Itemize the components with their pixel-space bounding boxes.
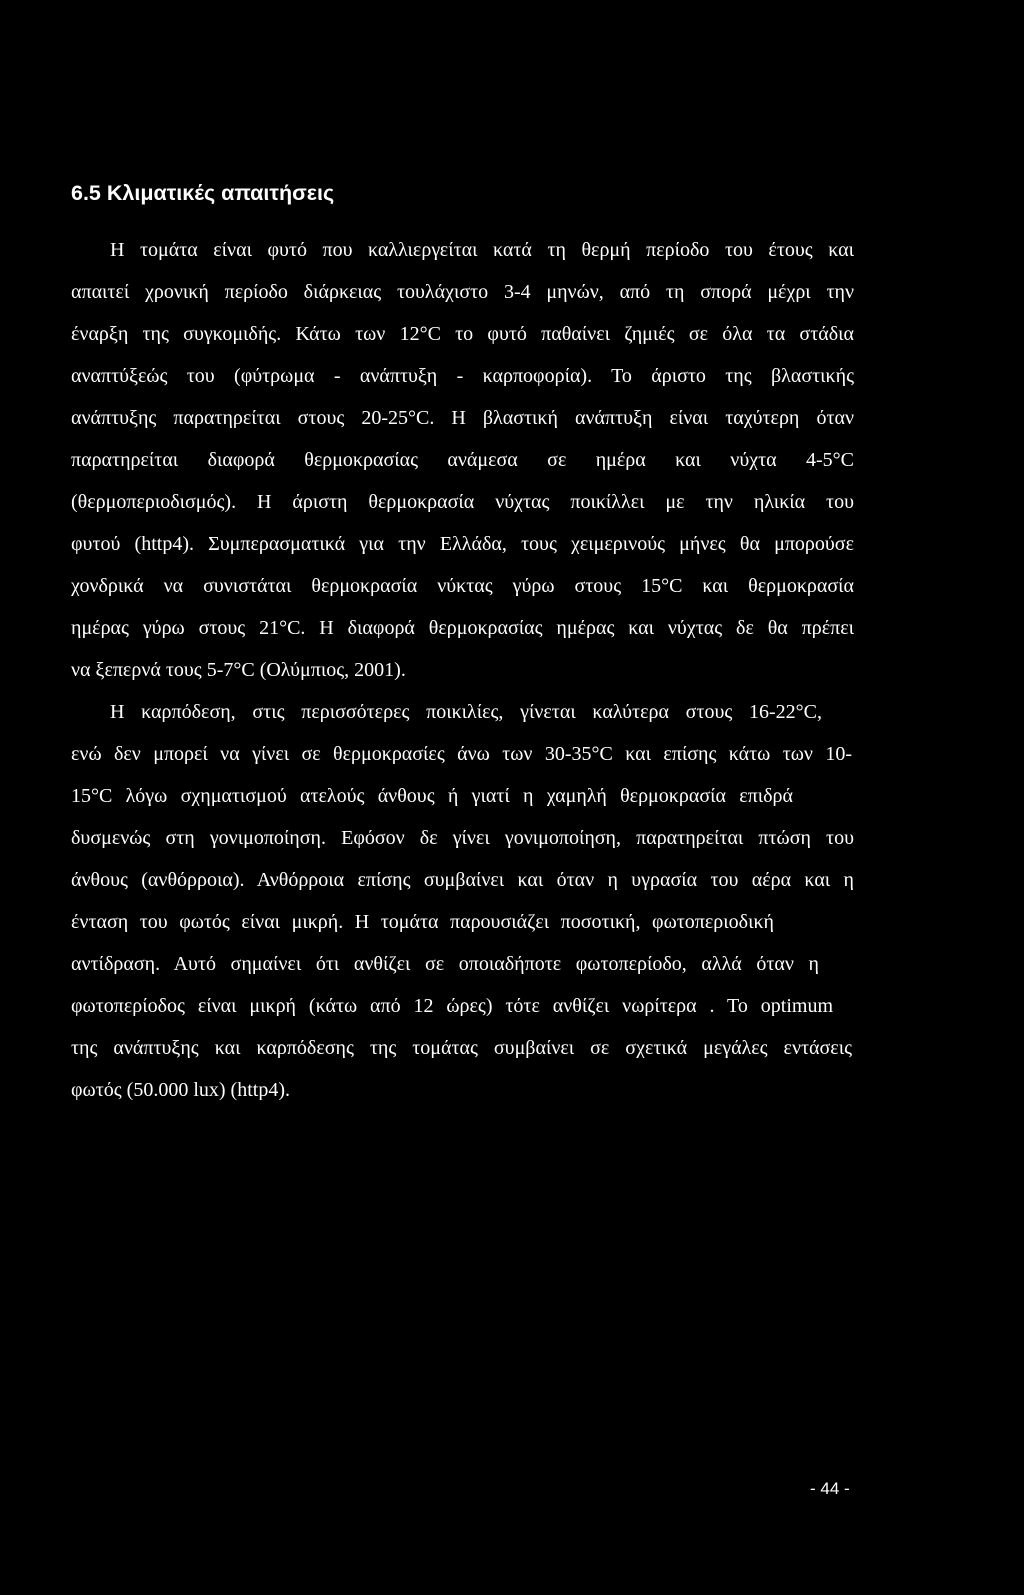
paragraph-line: Η τομάτα είναι φυτό που καλλιεργείται κατά τη θερμή περίοδο του έτους και: [110, 240, 854, 260]
paragraph-line: αναπτύξεώς του (φύτρωμα - ανάπτυξη - καρποφορία). Το άριστο της βλαστικής: [71, 366, 854, 386]
paragraph-line: παρατηρείται διαφορά θερμοκρασίας ανάμεσα σε ημέρα και νύχτα 4-5°C: [71, 450, 854, 470]
paragraph-line: φωτός (50.000 lux) (http4).: [71, 1080, 290, 1100]
paragraph-line: φυτού (http4). Συμπερασματικά για την Ελλάδα, τους χειμερινούς μήνες θα μπορούσε: [71, 534, 854, 554]
section-heading: 6.5 Κλιματικές απαιτήσεις: [71, 181, 335, 205]
paragraph-line: της ανάπτυξης και καρπόδεσης της τομάτας συμβαίνει σε σχετικά μεγάλες εντάσεις: [71, 1038, 852, 1058]
page-number: - 44 -: [810, 1479, 850, 1498]
paragraph-line: χονδρικά να συνιστάται θερμοκρασία νύκτας γύρω στους 15°C και θερμοκρασία: [71, 576, 854, 596]
paragraph-line: 15°C λόγω σχηματισμού ατελούς άνθους ή γιατί η χαμηλή θερμοκρασία επιδρά: [71, 786, 793, 806]
paragraph-line: Η καρπόδεση, στις περισσότερες ποικιλίες, γίνεται καλύτερα στους 16-22°C,: [110, 702, 822, 722]
paragraph-line: ενώ δεν μπορεί να γίνει σε θερμοκρασίες άνω των 30-35°C και επίσης κάτω των 10-: [71, 744, 852, 764]
paragraph-line: δυσμενώς στη γονιμοποίηση. Εφόσον δε γίνει γονιμοποίηση, παρατηρείται πτώση του: [71, 828, 854, 848]
paragraph-line: ημέρας γύρω στους 21°C. Η διαφορά θερμοκρασίας ημέρας και νύχτας δε θα πρέπει: [71, 618, 854, 638]
paragraph-line: να ξεπερνά τους 5-7°C (Ολύμπιος, 2001).: [71, 660, 406, 680]
paragraph-line: ένταση του φωτός είναι μικρή. Η τομάτα παρουσιάζει ποσοτική, φωτοπεριοδική: [71, 912, 774, 932]
paragraph-line: αντίδραση. Αυτό σημαίνει ότι ανθίζει σε οποιαδήποτε φωτοπερίοδο, αλλά όταν η: [71, 954, 819, 974]
paragraph-line: απαιτεί χρονική περίοδο διάρκειας τουλάχιστο 3-4 μηνών, από τη σπορά μέχρι την: [71, 282, 854, 302]
paragraph-line: φωτοπερίοδος είναι μικρή (κάτω από 12 ώρες) τότε ανθίζει νωρίτερα . Το optimum: [71, 996, 833, 1016]
paragraph-line: έναρξη της συγκομιδής. Κάτω των 12°C το φυτό παθαίνει ζημιές σε όλα τα στάδια: [71, 324, 854, 344]
paragraph-line: ανάπτυξης παρατηρείται στους 20-25°C. Η βλαστική ανάπτυξη είναι ταχύτερη όταν: [71, 408, 854, 428]
paragraph-line: άνθους (ανθόρροια). Ανθόρροια επίσης συμβαίνει και όταν η υγρασία του αέρα και η: [71, 870, 854, 890]
paragraph-line: (θερμοπεριοδισμός). Η άριστη θερμοκρασία νύχτας ποικίλλει με την ηλικία του: [71, 492, 854, 512]
